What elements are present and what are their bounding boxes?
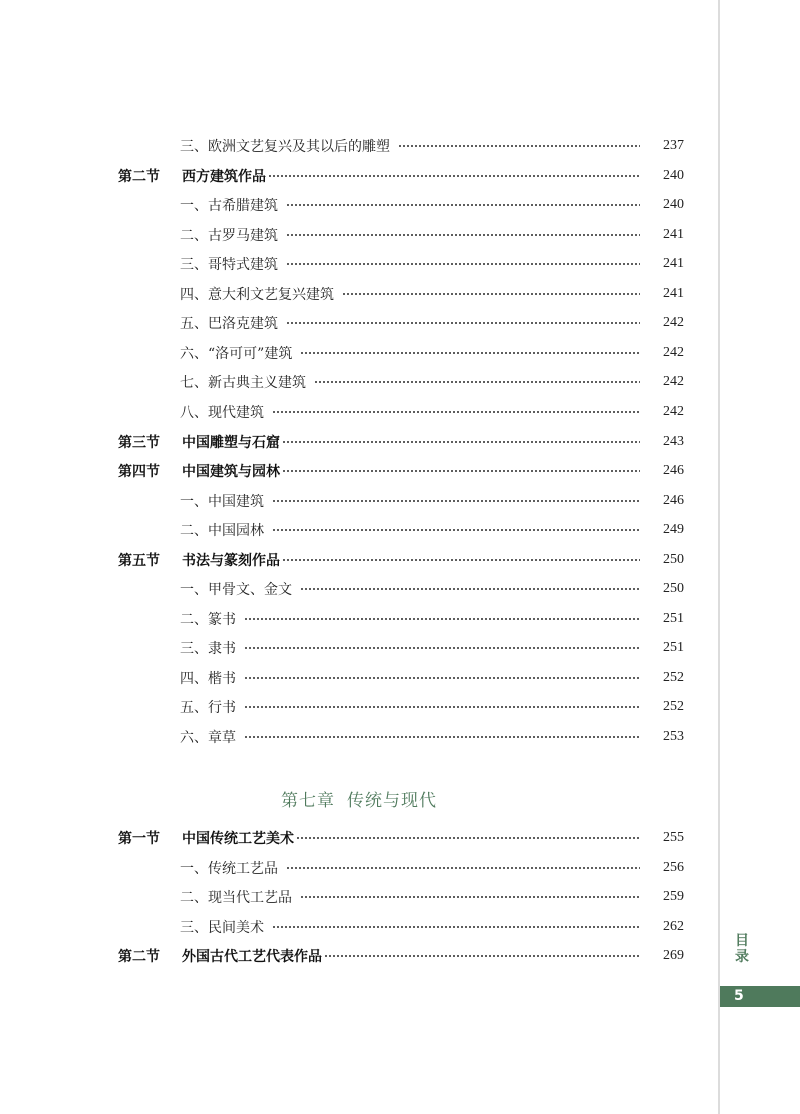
toc-subsection-entry[interactable] <box>118 607 684 631</box>
dot-leader <box>314 379 640 385</box>
toc-subsection-entry[interactable] <box>118 252 684 276</box>
entry-page-number: 250 <box>663 551 684 567</box>
chapter-heading <box>0 786 718 811</box>
toc-subsection-entry[interactable] <box>118 400 684 424</box>
entry-page-number: 242 <box>663 344 684 360</box>
dot-leader <box>282 439 640 445</box>
entry-page-number: 242 <box>663 315 684 331</box>
entry-page-number: 242 <box>663 374 684 390</box>
dot-leader <box>342 291 640 297</box>
toc-section-entry[interactable] <box>118 944 684 968</box>
section-number: 第四节 <box>118 464 160 481</box>
side-label-char-2: 录 <box>735 949 749 965</box>
toc-subsection-entry[interactable] <box>118 885 684 909</box>
dot-leader <box>300 350 640 356</box>
section-number: 第二节 <box>118 949 160 965</box>
toc-subsection-entry[interactable] <box>118 725 684 749</box>
entry-page-number: 240 <box>663 167 684 183</box>
toc-subsection-entry[interactable] <box>118 282 684 306</box>
toc-subsection-entry[interactable] <box>118 311 684 335</box>
dot-leader <box>286 320 640 326</box>
toc-subsection-entry[interactable] <box>118 134 684 158</box>
dot-leader <box>286 865 640 871</box>
entry-page-number: 269 <box>663 948 684 963</box>
dot-leader <box>398 143 640 149</box>
entry-title: 中国建筑与园林 <box>182 464 280 481</box>
dot-leader <box>324 953 640 959</box>
entry-title: 西方建筑作品 <box>182 168 266 185</box>
entry-page-number: 259 <box>663 889 684 904</box>
toc-subsection-entry[interactable] <box>118 636 684 660</box>
page-number-tab <box>720 986 800 1007</box>
dot-leader <box>272 924 640 930</box>
margin-divider <box>718 0 720 1114</box>
entry-title: 外国古代工艺代表作品 <box>182 949 322 965</box>
dot-leader <box>300 586 640 592</box>
toc-subsection-entry[interactable] <box>118 518 684 542</box>
entry-page-number: 262 <box>663 918 684 934</box>
entry-page-number: 252 <box>663 699 684 715</box>
dot-leader <box>282 557 640 563</box>
toc-subsection-entry[interactable] <box>118 666 684 690</box>
entry-title: 三、欧洲文艺复兴及其以后的雕塑 <box>180 139 390 155</box>
dot-leader <box>286 261 640 267</box>
toc-subsection-entry[interactable] <box>118 223 684 247</box>
section-number: 第二节 <box>118 168 160 185</box>
dot-leader <box>296 835 640 841</box>
dot-leader <box>244 616 640 622</box>
entry-title: 八、现代建筑 <box>180 404 264 421</box>
page-number: 5 <box>734 988 744 1004</box>
toc-section-entry[interactable] <box>118 826 684 850</box>
entry-page-number: 242 <box>663 403 684 419</box>
dot-leader <box>244 645 640 651</box>
toc-section-entry[interactable] <box>118 459 684 483</box>
side-section-label <box>730 933 754 965</box>
entry-title: 一、甲骨文、金文 <box>180 582 292 599</box>
entry-title: 书法与篆刻作品 <box>182 552 280 569</box>
entry-page-number: 240 <box>663 197 684 213</box>
entry-title: 一、古希腊建筑 <box>180 198 278 215</box>
dot-leader <box>282 468 640 474</box>
entry-title: 七、新古典主义建筑 <box>180 375 306 392</box>
dot-leader <box>286 232 640 238</box>
entry-title: 一、中国建筑 <box>180 493 264 510</box>
toc-section-entry[interactable] <box>118 548 684 572</box>
entry-page-number: 256 <box>663 859 684 875</box>
entry-title: 一、传统工艺品 <box>180 860 278 877</box>
dot-leader <box>272 527 640 533</box>
entry-title: 二、古罗马建筑 <box>180 227 278 244</box>
dot-leader <box>244 704 640 710</box>
entry-title: 六、“洛可可”建筑 <box>180 345 293 362</box>
entry-title: 五、巴洛克建筑 <box>180 316 278 333</box>
entry-title: 三、哥特式建筑 <box>180 257 278 274</box>
dot-leader <box>286 202 640 208</box>
entry-title: 四、楷书 <box>180 670 236 687</box>
entry-page-number: 241 <box>663 226 684 242</box>
toc-subsection-entry[interactable] <box>118 856 684 880</box>
entry-title: 二、现当代工艺品 <box>180 890 292 906</box>
entry-title: 五、行书 <box>180 700 236 717</box>
entry-page-number: 241 <box>663 285 684 301</box>
section-number: 第三节 <box>118 434 160 451</box>
dot-leader <box>244 675 640 681</box>
entry-page-number: 246 <box>663 492 684 508</box>
toc-subsection-entry[interactable] <box>118 915 684 939</box>
entry-page-number: 252 <box>663 669 684 685</box>
entry-page-number: 251 <box>663 610 684 626</box>
toc-subsection-entry[interactable] <box>118 695 684 719</box>
section-number: 第一节 <box>118 831 160 847</box>
entry-page-number: 246 <box>663 463 684 479</box>
dot-leader <box>300 894 640 900</box>
entry-page-number: 241 <box>663 256 684 272</box>
entry-title: 二、篆书 <box>180 611 236 628</box>
entry-title: 中国雕塑与石窟 <box>182 434 280 451</box>
entry-title: 三、隶书 <box>180 641 236 658</box>
dot-leader <box>272 409 640 415</box>
dot-leader <box>268 173 640 179</box>
entry-page-number: 237 <box>663 138 684 153</box>
entry-page-number: 243 <box>663 433 684 449</box>
entry-title: 三、民间美术 <box>180 919 264 936</box>
section-number: 第五节 <box>118 552 160 569</box>
entry-title: 二、中国园林 <box>180 523 264 540</box>
toc-subsection-entry[interactable] <box>118 489 684 513</box>
entry-title: 中国传统工艺美术 <box>182 831 294 847</box>
dot-leader <box>244 734 640 740</box>
toc-subsection-entry[interactable] <box>118 577 684 601</box>
toc-section-entry[interactable] <box>118 430 684 454</box>
entry-page-number: 255 <box>663 830 684 845</box>
side-label-char-1: 目 <box>735 933 749 949</box>
chapter-number: 第七章 <box>281 791 335 811</box>
chapter-title-text: 传统与现代 <box>347 791 437 811</box>
entry-title: 四、意大利文艺复兴建筑 <box>180 286 334 303</box>
dot-leader <box>272 498 640 504</box>
toc-subsection-entry[interactable] <box>118 370 684 394</box>
entry-page-number: 251 <box>663 640 684 656</box>
entry-title: 六、章草 <box>180 730 236 746</box>
toc-section-entry[interactable] <box>118 164 684 188</box>
entry-page-number: 249 <box>663 522 684 538</box>
entry-page-number: 250 <box>663 581 684 597</box>
toc-subsection-entry[interactable] <box>118 341 684 365</box>
entry-page-number: 253 <box>663 729 684 744</box>
toc-subsection-entry[interactable] <box>118 193 684 217</box>
